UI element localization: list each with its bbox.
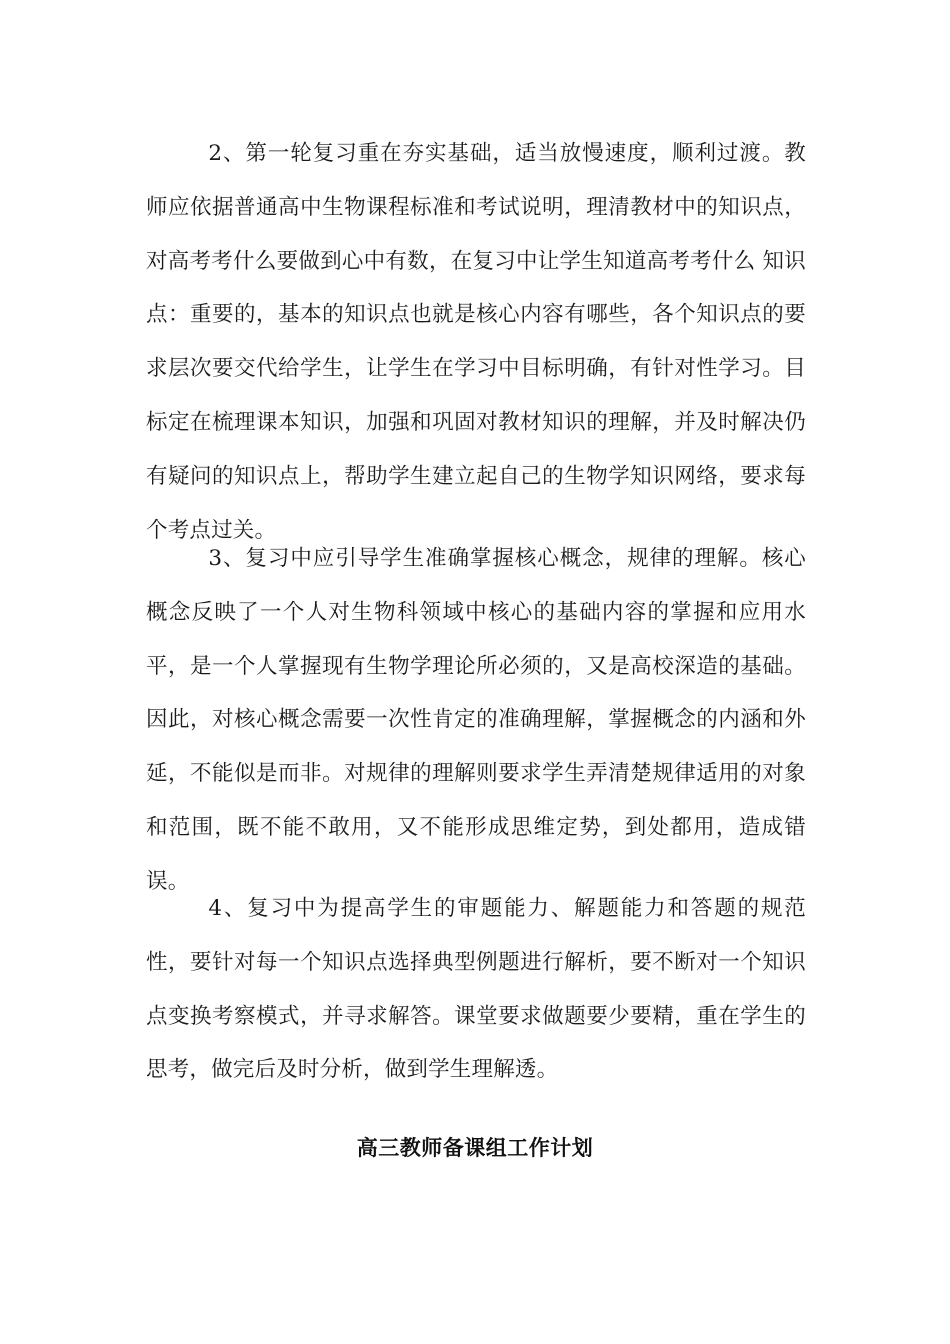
paragraph-2: 2、第一轮复习重在夯实基础，适当放慢速度，顺利过渡。教师应依据普通高中生物课程标准和考试说明，理清教材中的知识点，对高考考什么要做到心中有数，在复习中让学生知道高考考什么 知识点：重要的，基本的知识点也就是核心内容有哪些，各个知识点的要求层次要交代给学生，让学生在学习中目标明确，有针对性学习。目标定在梳理课本知识，加强和巩固对教材知识的理解，并及时解决仍有疑问的知识点上，帮助学生建立起自己的生物学知识网络，要求每个考点过关。: [146, 141, 806, 543]
section-heading: 高三教师备课组工作计划: [356, 1136, 594, 1160]
paragraph-4: 4、复习中为提高学生的审题能力、解题能力和答题的规范性，要针对每一个知识点选择典型例题进行解析，要不断对一个知识点变换考察模式，并寻求解答。课堂要求做题要少要精，重在学生的思考，做完后及时分析，做到学生理解透。: [146, 896, 806, 1083]
paragraph-3: 3、复习中应引导学生准确掌握核心概念，规律的理解。核心概念反映了一个人对生物科领域中核心的基础内容的掌握和应用水平，是一个人掌握现有生物学理论所必须的，又是高校深造的基础。因此，对核心概念需要一次性肯定的准确理解，掌握概念的内涵和外延，不能似是而非。对规律的理解则要求学生弄清楚规律适用的对象和范围，既不能不敢用，又不能形成思维定势，到处都用，造成错误。: [146, 546, 806, 894]
